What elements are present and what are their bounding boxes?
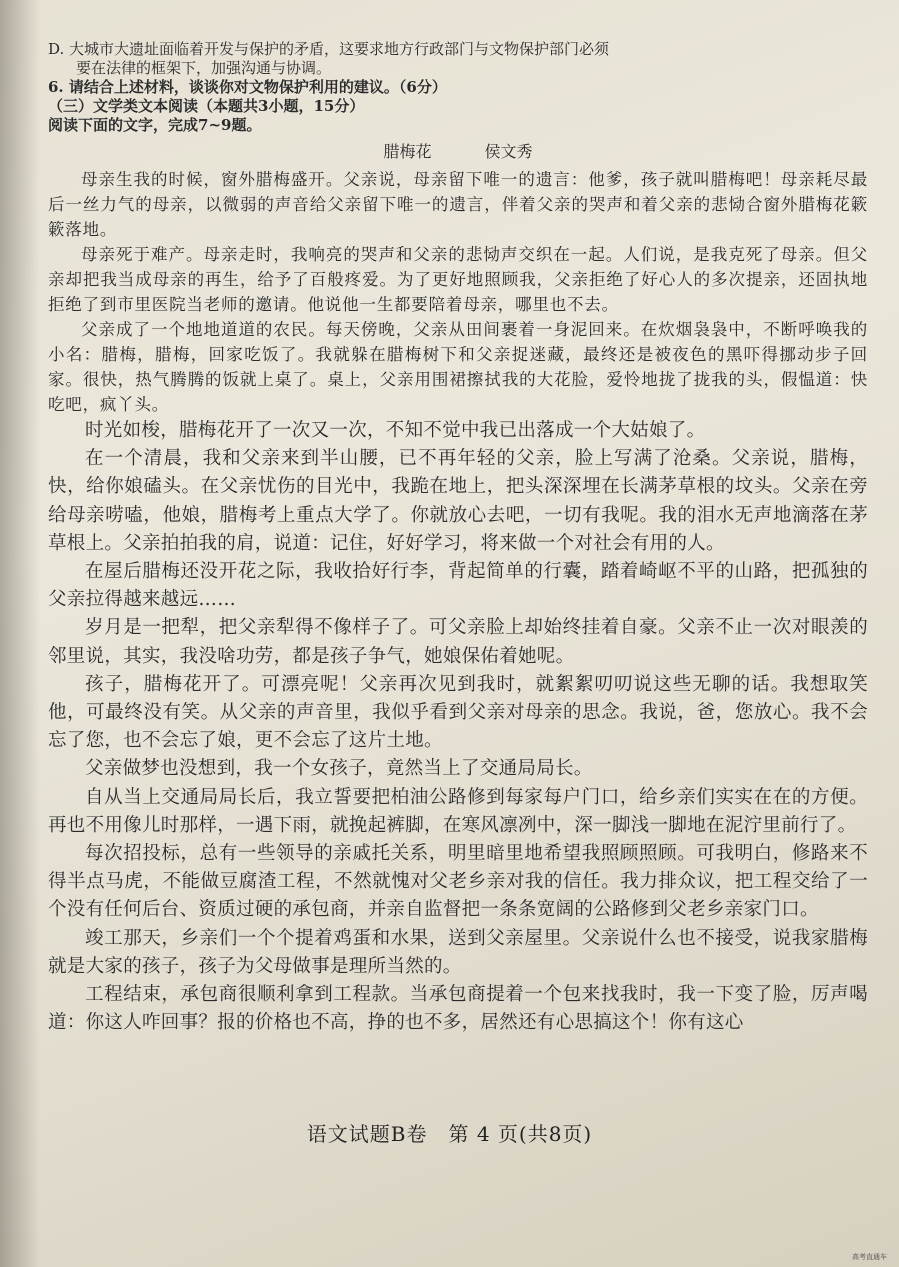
watermark-text: 高考直通车 (852, 1253, 887, 1261)
story-heading (48, 141, 868, 163)
section-heading: （三）文学类文本阅读（本题共3小题，15分） (48, 97, 365, 115)
story-paragraph: 父亲成了一个地地道道的农民。每天傍晚，父亲从田间裹着一身泥回来。在炊烟袅袅中，不断呼唤我的小名：腊梅，腊梅，回家吃饭了。我就躲在腊梅树下和父亲捉迷藏，最终还是被夜色的黑吓得挪动步子回家。很快，热气腾腾的饭就上桌了。桌上，父亲用围裙擦拭我的大花脸，爱怜地拢了拢我的头，假愠道：快吃吧，疯丫头。 (48, 320, 868, 414)
option-d-line1: D. 大城市大遗址面临着开发与保护的矛盾，这要求地方行政部门与文物保护部门必须 (48, 40, 610, 58)
page-shadow (0, 0, 40, 1267)
story-paragraph: 自从当上交通局局长后，我立誓要把柏油公路修到每家每户门口，给乡亲们实实在在的方便。再也不用像儿时那样，一遇下雨，就挽起裤脚，在寒风凛冽中，深一脚浅一脚地在泥泞里前行了。 (48, 786, 868, 836)
story-paragraph: 工程结束，承包商很顺利拿到工程款。当承包商提着一个包来找我时，我一下变了脸，厉声喝道：你这人咋回事？报的价格也不高，挣的也不多，居然还有心思搞这个！你有这心 (48, 984, 868, 1034)
story-body (48, 167, 868, 1037)
question-6: 6. 请结合上述材料，谈谈你对文物保护利用的建议。（6分） (48, 78, 447, 96)
story-author: 侯文秀 (484, 142, 533, 161)
story-paragraph: 孩子，腊梅花开了。可漂亮呢！父亲再次见到我时，就絮絮叨叨说这些无聊的话。我想取笑他，可最终没有笑。从父亲的声音里，我似乎看到父亲对母亲的思念。我说，爸，您放心。我不会忘了您，也不会忘了娘，更不会忘了这片土地。 (48, 673, 868, 752)
story-title: 腊梅花 (383, 142, 432, 161)
story-paragraph: 在一个清晨，我和父亲来到半山腰，已不再年轻的父亲，脸上写满了沧桑。父亲说，腊梅，快，给你娘磕头。在父亲忧伤的目光中，我跪在地上，把头深深埋在长满茅草根的坟头。父亲在旁给母亲唠嗑，他娘，腊梅考上重点大学了。你就放心去吧，一切有我呢。我的泪水无声地滴落在茅草根上。父亲拍拍我的肩，说道：记住，好好学习，将来做一个对社会有用的人。 (48, 448, 868, 554)
story-paragraph: 竣工那天，乡亲们一个个提着鸡蛋和水果，送到父亲屋里。父亲说什么也不接受，说我家腊梅就是大家的孩子，孩子为父母做事是理所当然的。 (48, 927, 868, 977)
story-paragraph: 在屋后腊梅还没开花之际，我收拾好行李，背起简单的行囊，踏着崎岖不平的山路，把孤独的父亲拉得越来越远…… (48, 561, 868, 611)
reading-instruction: 阅读下面的文字，完成7~9题。 (48, 116, 262, 134)
story-paragraph: 母亲生我的时候，窗外腊梅盛开。父亲说，母亲留下唯一的遗言：他爹，孩子就叫腊梅吧！母亲耗尽最后一丝力气的母亲，以微弱的声音给父亲留下唯一的遗言，伴着父亲的哭声和着父亲的悲恸合窗外腊梅花簌簌落地。 (48, 170, 868, 239)
page-footer: 语文试题B卷 第 4 页(共8页) (306, 1122, 593, 1146)
story-paragraph: 父亲做梦也没想到，我一个女孩子，竟然当上了交通局局长。 (85, 758, 593, 780)
story-paragraph: 每次招投标，总有一些领导的亲戚托关系，明里暗里地希望我照顾照顾。可我明白，修路来不得半点马虎，不能做豆腐渣工程，不然就愧对父老乡亲对我的信任。我力排众议，把工程交给了一个没有任何后台、资质过硬的承包商，并亲自监督把一条条宽阔的公路修到父老乡亲家门口。 (48, 843, 868, 921)
story-paragraph: 时光如梭，腊梅花开了一次又一次，不知不觉中我已出落成一个大姑娘了。 (85, 420, 706, 441)
story-paragraph: 岁月是一把犁，把父亲犁得不像样子了。可父亲脸上却始终挂着自豪。父亲不止一次对眼羡的邻里说，其实，我没啥功劳，都是孩子争气，她娘保佑着她呢。 (48, 617, 868, 667)
option-d-line2: 要在法律的框架下，加强沟通与协调。 (76, 59, 332, 77)
story-paragraph: 母亲死于难产。母亲走时，我响亮的哭声和父亲的悲恸声交织在一起。人们说，是我克死了母亲。但父亲却把我当成母亲的再生，给予了百般疼爱。为了更好地照顾我，父亲拒绝了好心人的多次提亲，还固执地拒绝了到市里医院当老师的邀请。他说他一生都要陪着母亲，哪里也不去。 (48, 245, 868, 314)
page-content (48, 40, 868, 1037)
